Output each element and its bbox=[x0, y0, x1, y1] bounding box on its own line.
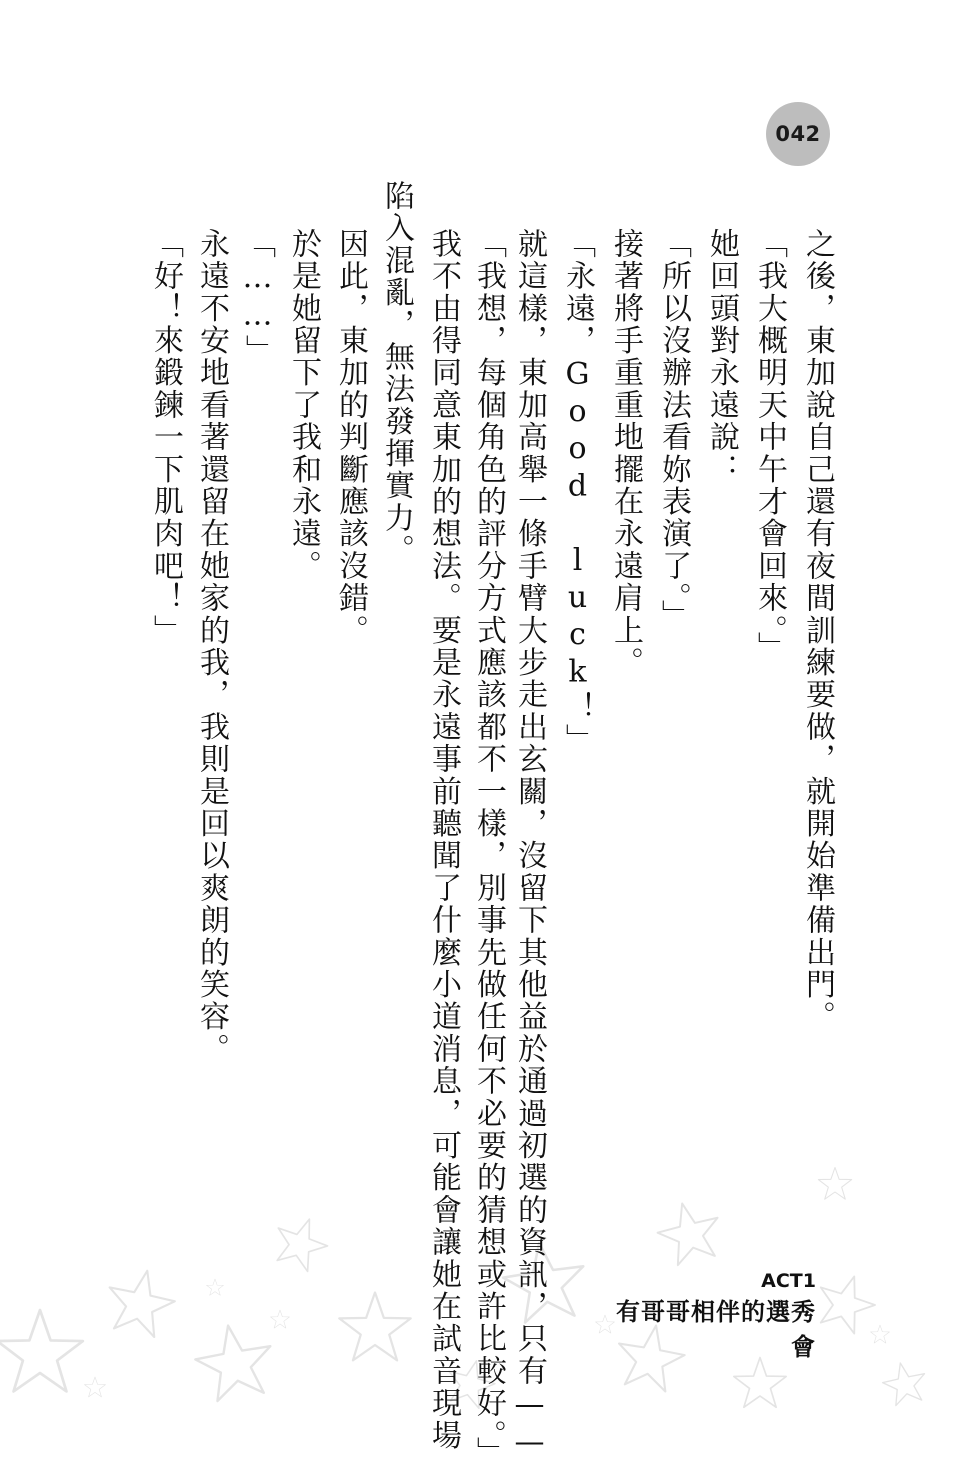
text-column-14: 永遠不安地看著還留在她家的我，我則是回以爽朗的笑容。 bbox=[194, 228, 229, 1066]
text-column-13: 「……」 bbox=[240, 228, 275, 367]
text-column-4: 「所以沒辦法看妳表演了。」 bbox=[656, 228, 691, 632]
text-column-9: 我不由得同意東加的想法。要是永遠事前聽聞了什麼小道消息，可能會讓她在試音現場 bbox=[426, 228, 461, 1452]
text-column-1: 之後，東加說自己還有夜間訓練要做，就開始準備出門。 bbox=[800, 228, 835, 1033]
footer-act-label: ACT1 bbox=[761, 1270, 816, 1292]
text-column-5: 接著將手重重地擺在永遠肩上。 bbox=[608, 228, 643, 679]
text-column-2: 「我大概明天中午才會回來。」 bbox=[752, 228, 787, 664]
text-column-6: 「永遠，Good luck！」 bbox=[560, 228, 595, 756]
text-column-11: 因此，東加的判斷應該沒錯。 bbox=[333, 228, 368, 647]
text-column-8: 「我想，每個角色的評分方式應該都不一樣，別事先做任何不必要的猜想或許比較好。」 bbox=[471, 228, 506, 1469]
text-column-10: 陷入混亂，無法發揮實力。 bbox=[379, 180, 414, 567]
text-column-12: 於是她留下了我和永遠。 bbox=[286, 228, 321, 583]
text-column-7: 就這樣，東加高舉一條手臂大步走出玄關，沒留下其他益於通過初選的資訊，只有—— bbox=[512, 228, 547, 1462]
page-number: 042 bbox=[766, 102, 830, 166]
text-column-15: 「好！來鍛鍊一下肌肉吧！」 bbox=[148, 228, 183, 647]
footer-chapter-title: 有哥哥相伴的選秀會 bbox=[616, 1298, 816, 1361]
text-column-3: 她回頭對永遠說： bbox=[704, 228, 739, 486]
